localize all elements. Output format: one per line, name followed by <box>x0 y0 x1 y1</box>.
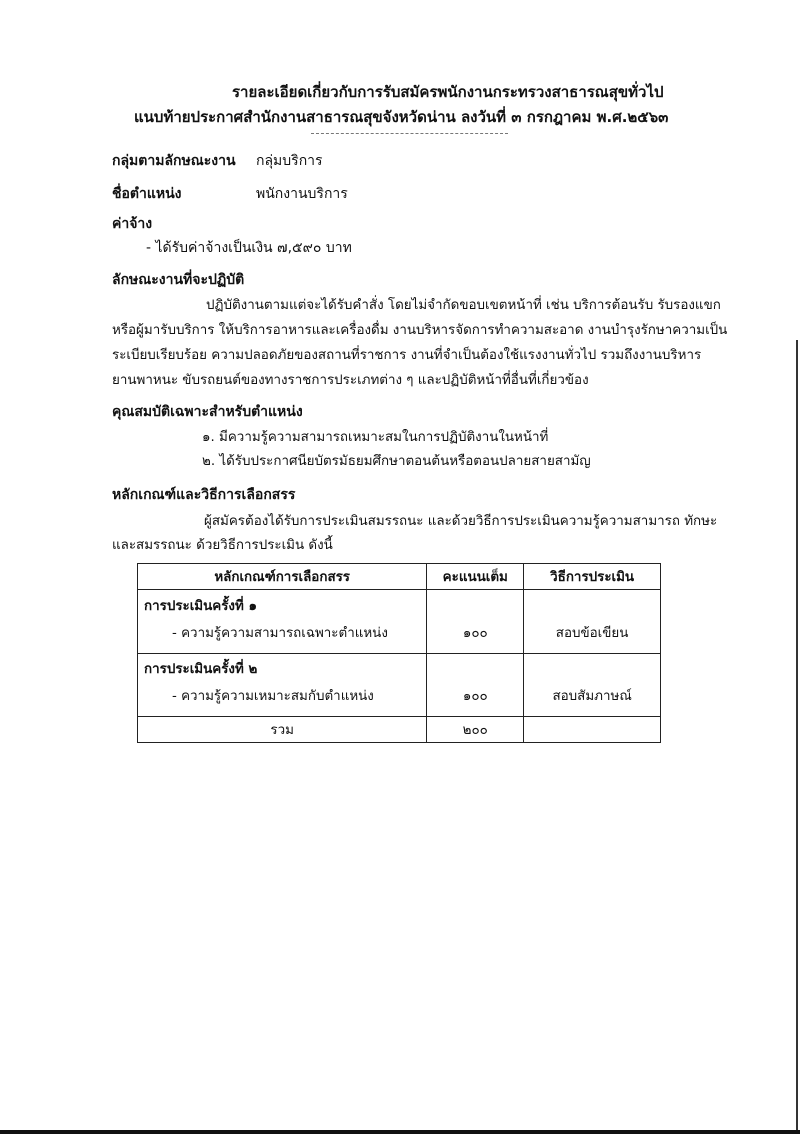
header-full-score: คะแนนเต็ม <box>427 564 524 590</box>
selection-criteria-table <box>137 563 661 743</box>
table-row <box>138 654 661 717</box>
method-cell: สอบสัมภาษณ์ <box>524 654 661 717</box>
table-header-row <box>138 564 661 590</box>
method-cell: สอบข้อเขียน <box>524 590 661 654</box>
document-title: รายละเอียดเกี่ยวกับการรับสมัครพนักงานกระทรวงสาธารณสุขทั่วไป <box>232 83 664 101</box>
score-cell: ๑๐๐ <box>427 654 524 717</box>
round-item: - ความรู้ความเหมาะสมกับตำแหน่ง <box>172 689 374 704</box>
duties-line: ยานพาหนะ ขับรถยนต์ของทางราชการประเภทต่าง ๆ และปฏิบัติหน้าที่อื่นที่เกี่ยวข้อง <box>112 373 589 388</box>
total-method <box>524 717 661 743</box>
header-method: วิธีการประเมิน <box>524 564 661 590</box>
header-criteria: หลักเกณฑ์การเลือกสรร <box>138 564 427 590</box>
selection-heading: หลักเกณฑ์และวิธีการเลือกสรร <box>112 487 296 503</box>
document-subtitle: แนบท้ายประกาศสำนักงานสาธารณสุขจังหวัดน่าน ลงวันที่ ๓ กรกฎาคม พ.ศ.๒๕๖๓ <box>134 108 669 126</box>
total-label: รวม <box>138 717 427 743</box>
qualification-item: ๒. ได้รับประกาศนียบัตรมัธยมศึกษาตอนต้นหรือตอนปลายสายสามัญ <box>202 454 591 469</box>
round-title: การประเมินครั้งที่ ๑ <box>144 598 257 614</box>
position-label: ชื่อตำแหน่ง <box>112 186 182 202</box>
scan-edge-bottom <box>0 1130 800 1134</box>
group-label: กลุ่มตามลักษณะงาน <box>112 153 236 169</box>
round-title: การประเมินครั้งที่ ๒ <box>144 662 258 677</box>
total-score: ๒๐๐ <box>427 717 524 743</box>
scan-edge-right <box>796 340 798 1132</box>
wage-value: - ได้รับค่าจ้างเป็นเงิน ๗,๕๙๐ บาท <box>146 240 352 256</box>
table-row <box>138 590 661 654</box>
table-total-row <box>138 717 661 743</box>
position-value: พนักงานบริการ <box>256 186 348 202</box>
duties-heading: ลักษณะงานที่จะปฏิบัติ <box>112 272 245 288</box>
qualifications-heading: คุณสมบัติเฉพาะสำหรับตำแหน่ง <box>112 404 303 420</box>
selection-line: และสมรรถนะ ด้วยวิธีการประเมิน ดังนี้ <box>112 538 333 553</box>
duties-line: ระเบียบเรียบร้อย ความปลอดภัยของสถานที่ราชการ งานที่จำเป็นต้องใช้แรงงานทั่วไป รวมถึงงานบริหาร <box>112 348 702 363</box>
round-item: - ความรู้ความสามารถเฉพาะตำแหน่ง <box>172 625 388 641</box>
duties-line: ปฏิบัติงานตามแต่จะได้รับคำสั่ง โดยไม่จำกัดขอบเขตหน้าที่ เช่น บริการต้อนรับ รับรองแขก <box>206 298 721 313</box>
title-divider <box>311 133 508 134</box>
duties-line: หรือผู้มารับบริการ ให้บริการอาหารและเครื่องดื่ม งานบริหารจัดการทำความสะอาด งานบำรุงรักษาความเป็น <box>112 323 728 338</box>
selection-line: ผู้สมัครต้องได้รับการประเมินสมรรถนะ และด้วยวิธีการประเมินความรู้ความสามารถ ทักษะ <box>204 514 718 529</box>
group-value: กลุ่มบริการ <box>256 153 323 169</box>
qualification-item: ๑. มีความรู้ความสามารถเหมาะสมในการปฏิบัติงานในหน้าที่ <box>202 430 549 445</box>
wage-label: ค่าจ้าง <box>112 216 153 232</box>
score-cell: ๑๐๐ <box>427 590 524 654</box>
